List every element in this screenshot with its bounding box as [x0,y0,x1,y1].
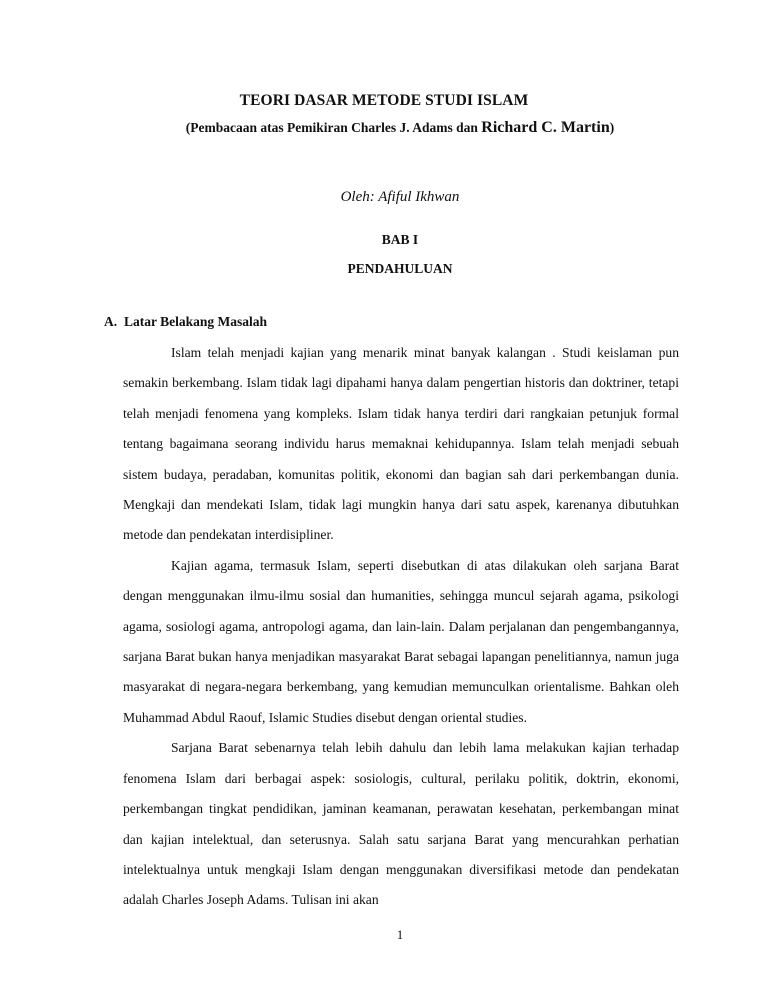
subtitle-suffix: ) [609,120,615,135]
section-heading [104,314,267,330]
paragraph: Islam telah menjadi kajian yang menarik minat banyak kalangan . Studi keislaman pun semakin berkembang. Islam tidak lagi dipahami hanya dalam pengertian historis dan doktriner, tetapi telah menjadi fenomena yang kompleks. Islam tidak hanya terdiri dari rangkaian petunjuk formal tentang bagaimana seorang individu harus memaknai kehidupannya. Islam telah menjadi sebuah sistem budaya, peradaban, komunitas politik, ekonomi dan bagian sah dari perkembangan dunia. Mengkaji dan mendekati Islam, tidak lagi mungkin hanya dari satu aspek, karenanya dibutuhkan metode dan pendekatan interdisipliner. [123,345,679,543]
chapter-number: BAB I [381,232,419,247]
document-title: TEORI DASAR METODE STUDI ISLAM [239,92,529,109]
subtitle-name: Richard C. Martin [481,119,610,136]
section-number: A. [104,314,118,329]
subtitle-prefix: (Pembacaan atas Pemikiran Charles J. Adams dan [185,120,482,135]
document-subtitle [0,119,768,137]
body-text [123,338,679,916]
page-number: 1 [396,927,404,942]
chapter-title: PENDAHULUAN [347,261,453,276]
section-title: Latar Belakang Masalah [124,314,268,329]
author-line: Oleh: Afiful Ikhwan [340,189,460,205]
paragraph: Sarjana Barat sebenarnya telah lebih dahulu dan lebih lama melakukan kajian terhadap fenomena Islam dari berbagai aspek: sosiologis, cultural, perilaku politik, doktrin, ekonomi, perkembangan tingkat pendidikan, jaminan keamanan, perawatan kesehatan, perkembangan minat dan kajian intelektual, dan seterusnya. Salah satu sarjana Barat yang mencurahkan perhatian intelektualnya untuk mengkaji Islam dengan menggunakan diversifikasi metode dan pendekatan adalah Charles Joseph Adams. Tulisan ini akan [123,740,679,908]
paragraph: Kajian agama, termasuk Islam, seperti disebutkan di atas dilakukan oleh sarjana Barat dengan menggunakan ilmu-ilmu sosial dan humanities, sehingga muncul sejarah agama, psikologi agama, sosiologi agama, antropologi agama, dan lain-lain. Dalam perjalanan dan pengembangannya, sarjana Barat bukan hanya menjadikan masyarakat Barat sebagai lapangan penelitiannya, namun juga masyarakat di negara-negara berkembang, yang kemudian memunculkan orientalisme. Bahkan oleh Muhammad Abdul Raouf, Islamic Studies disebut dengan oriental studies. [123,557,679,725]
